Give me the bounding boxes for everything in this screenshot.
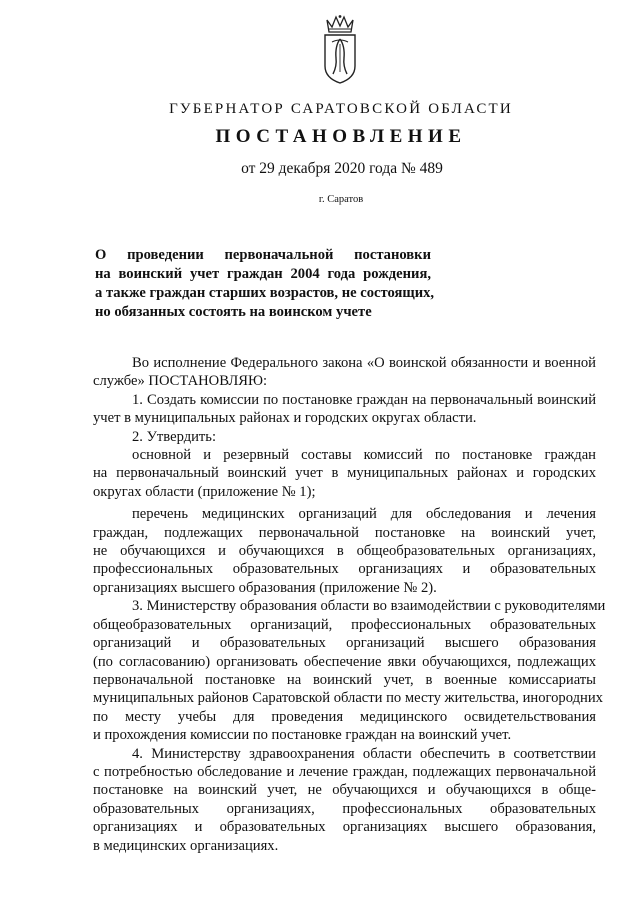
text-line: и прохождения комиссии по постановке граждан на воинский учет. bbox=[93, 727, 512, 744]
text-line: (по согласованию) организовать обеспечение явки обучающихся, подлежащих bbox=[93, 653, 596, 670]
text-line: граждан, подлежащих первоначальной постановке на воинский учет, bbox=[93, 524, 596, 541]
document-body bbox=[93, 354, 606, 855]
text-line: с потребностью обследование и лечение граждан, подлежащих первоначальной bbox=[93, 763, 596, 780]
text-line: организаций и образовательных организаций высшего образования bbox=[93, 635, 596, 652]
text-line: муниципальных районов Саратовской области по месту жительства, иногородних bbox=[93, 690, 603, 707]
document-date-number: от 29 декабря 2020 года № 489 bbox=[241, 160, 443, 177]
text-line: организациях высшего образования (приложение № 2). bbox=[93, 579, 437, 596]
text-line: 3. Министерству образования области во взаимодействии с руководителями bbox=[132, 598, 606, 615]
document-type: ПОСТАНОВЛЕНИЕ bbox=[215, 126, 467, 147]
text-line: учет в муниципальных районах и городских округах области. bbox=[93, 410, 477, 427]
paragraph-1 bbox=[93, 391, 596, 428]
paragraph-4 bbox=[93, 745, 596, 855]
text-line: Во исполнение Федерального закона «О воинской обязанности и военной bbox=[132, 355, 596, 371]
text-line: на первоначальный воинский учет в муниципальных районах и городских bbox=[93, 465, 596, 482]
title-line: на воинский учет граждан 2004 года рождения, bbox=[95, 266, 431, 282]
text-line: перечень медицинских организаций для обследования и лечения bbox=[132, 506, 596, 523]
paragraph-2b bbox=[93, 505, 596, 597]
text-line: постановке на воинский учет, не обучающихся и обучающихся в обще- bbox=[93, 782, 596, 799]
text-line: основной и резервный составы комиссий по постановке граждан bbox=[132, 447, 596, 464]
text-line: службе» ПОСТАНОВЛЯЮ: bbox=[93, 373, 268, 390]
text-line: профессиональных образовательных организациях и образовательных bbox=[93, 561, 596, 578]
text-line: не обучающихся и обучающихся в общеобразовательных организациях, bbox=[93, 543, 596, 560]
text-line: первоначальной постановке на воинский учет, в военные комиссариаты bbox=[93, 671, 596, 688]
text-line: по месту учебы для проведения медицинского освидетельствования bbox=[93, 708, 596, 725]
text-line: организациях и образовательных организациях высшего образования, bbox=[93, 819, 596, 836]
coat-of-arms-icon bbox=[319, 14, 361, 86]
title-line: а также граждан старших возрастов, не состоящих, bbox=[95, 285, 435, 301]
title-line: О проведении первоначальной постановки bbox=[95, 247, 431, 263]
text-line: округах области (приложение № 1); bbox=[93, 483, 316, 500]
text-line: 4. Министерству здравоохранения области обеспечить в соответствии bbox=[132, 745, 596, 762]
document-title bbox=[95, 246, 435, 322]
intro-paragraph bbox=[93, 354, 596, 391]
text-line: в медицинских организациях. bbox=[93, 837, 279, 854]
text-line: общеобразовательных организаций, профессиональных образовательных bbox=[93, 616, 596, 633]
paragraph-2a bbox=[93, 446, 596, 501]
document-city: г. Саратов bbox=[318, 194, 364, 205]
text-line: образовательных организациях, профессиональных образовательных bbox=[93, 800, 596, 817]
paragraph-3 bbox=[93, 597, 606, 744]
title-line: но обязанных состоять на воинском учете bbox=[95, 304, 372, 320]
text-line: 1. Создать комиссии по постановке граждан на первоначальный воинский bbox=[132, 391, 596, 408]
paragraph-2-heading bbox=[93, 428, 596, 446]
issuer-title: ГУБЕРНАТОР САРАТОВСКОЙ ОБЛАСТИ bbox=[169, 101, 513, 117]
text-line: 2. Утвердить: bbox=[132, 428, 217, 445]
